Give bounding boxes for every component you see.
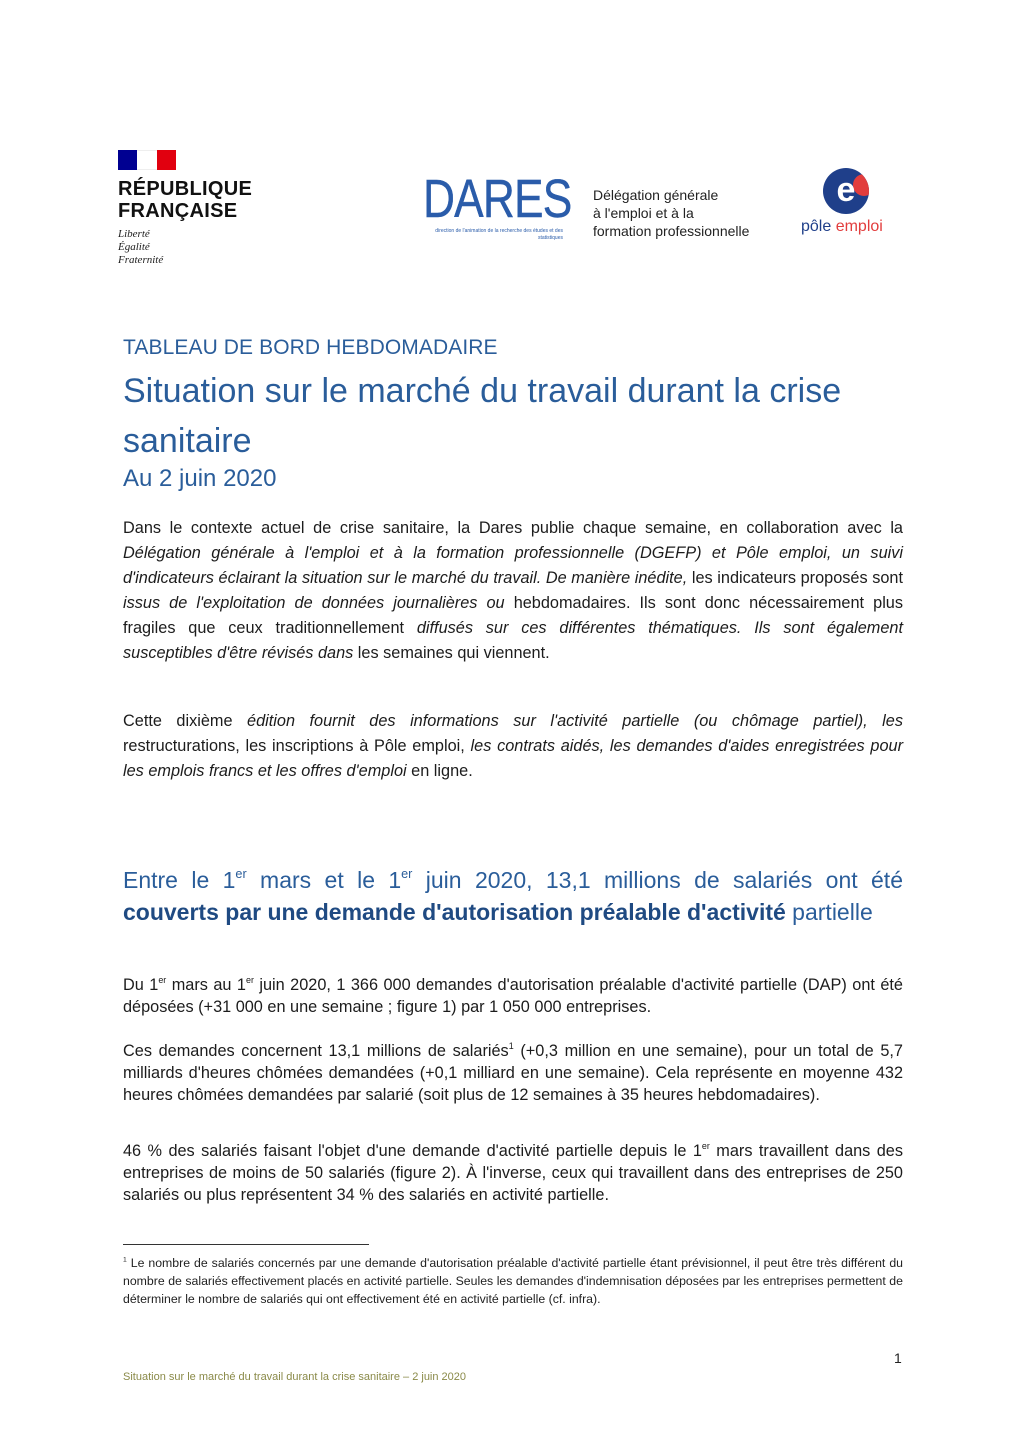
intro2-text-c: restructurations, les inscriptions à Pôle emploi, xyxy=(123,737,471,755)
intro1-text-e: hebdomadaires. Ils sont donc nécessairement plus fragiles que ceux traditionnellement xyxy=(123,594,904,637)
rf-motto-fraternite: Fraternité xyxy=(118,254,164,266)
pole-emploi-icon: e xyxy=(823,168,869,214)
p3-sup: er xyxy=(701,1140,710,1151)
document-kicker: TABLEAU DE BORD HEBDOMADAIRE xyxy=(123,336,498,359)
intro2-text-a: Cette dixième xyxy=(123,712,248,730)
heading-text-bold: couverts par une demande d'autorisation préalable d'activité xyxy=(123,899,786,925)
rf-name-line2: FRANÇAISE xyxy=(118,200,238,222)
rf-name-line1: RÉPUBLIQUE xyxy=(118,178,253,200)
p3-text-a: 46 % des salariés faisant l'objet d'une demande d'activité partielle depuis le 1 xyxy=(123,1142,702,1160)
heading-text-b: mars et le 1 xyxy=(246,867,402,893)
section-heading xyxy=(123,864,903,928)
intro-paragraph-1 xyxy=(123,516,903,666)
dgefp-line1: Délégation générale xyxy=(593,187,719,203)
p1-text-c: juin 2020, 1 366 000 demandes d'autorisation préalable d'activité partielle (DAP) ont été déposées (+31 000 en une semaine ; figure 1) par 1 050 000 entreprises. xyxy=(123,976,903,1016)
intro1-text-a: Dans le contexte actuel de crise sanitaire, la Dares publie chaque semaine, en collaboration avec la xyxy=(123,519,903,537)
p1-sup-2: er xyxy=(245,974,254,985)
page-footer: Situation sur le marché du travail durant la crise sanitaire – 2 juin 2020 xyxy=(123,1371,467,1383)
republique-francaise-logo xyxy=(118,150,288,267)
rf-motto-liberte: Liberté xyxy=(118,228,150,240)
heading-text-a: Entre le 1 xyxy=(123,867,236,893)
dares-wordmark: DARES xyxy=(423,169,572,229)
body-paragraph-2 xyxy=(123,1040,903,1106)
intro-paragraph-2 xyxy=(123,709,903,784)
p3-text-b: mars travaillent dans des entreprises de moins de 50 salariés (figure 2). À l'inverse, ceux qui travaillent dans des entreprises de 250 salariés ou plus représentent 34 % des salariés en activité partielle. xyxy=(123,1142,903,1204)
footnote-text: Le nombre de salariés concernés par une demande d'autorisation préalable d'activité partielle étant prévisionnel, il peut être très différent du nombre de salariés effectivement placés en activité partielle. Seules les demandes d'indemnisation déposées par les entreprises permettent de déterminer le nombre de salariés qui ont effectivement été en activité partielle (cf. infra). xyxy=(123,1256,903,1306)
body-paragraph-3 xyxy=(123,1140,903,1206)
p2-text-b: (+0,3 million en une semaine), pour un total de 5,7 milliards d'heures chômées demandées (+0,1 milliard en une semaine). Cela représente en moyenne 432 heures chômées demandées par salarié (soit plus de 12 semaines à 35 heures hebdomadaires). xyxy=(123,1042,903,1104)
heading-text-d: partielle xyxy=(785,899,873,925)
document-date: Au 2 juin 2020 xyxy=(123,465,277,492)
intro2-text-b: édition fournit des informations sur l'activité partielle (ou chômage partiel), les xyxy=(247,712,903,730)
heading-sup-1: er xyxy=(235,866,247,881)
intro2-text-d: les contrats aidés, les demandes d'aides enregistrées pour les emplois francs et les offres d'emploi xyxy=(123,737,904,780)
heading-text-c: juin 2020, 13,1 millions de salariés ont été xyxy=(412,867,903,893)
dares-subtitle: direction de l'animation de la recherche des études et des statistiques xyxy=(435,228,563,241)
heading-sup-2: er xyxy=(401,866,413,881)
p1-text-a: Du 1 xyxy=(123,976,159,994)
intro1-text-c: les indicateurs proposés sont xyxy=(687,569,903,587)
p1-text-b: mars au 1 xyxy=(166,976,246,994)
pole-emploi-word-pole: pôle xyxy=(801,218,832,235)
pole-emploi-wordmark xyxy=(801,218,901,236)
rf-motto xyxy=(118,228,288,267)
dgefp-line3: formation professionnelle xyxy=(593,223,750,239)
french-flag-icon xyxy=(118,150,176,170)
p2-text-a: Ces demandes concernent 13,1 millions de salariés xyxy=(123,1042,509,1060)
dares-logo xyxy=(423,169,572,242)
body-paragraph-1 xyxy=(123,974,903,1018)
footnote-divider xyxy=(123,1244,369,1245)
intro1-text-g: les semaines qui viennent. xyxy=(353,644,550,662)
pole-emploi-logo xyxy=(801,168,901,236)
rf-motto-egalite: Égalité xyxy=(118,241,150,253)
intro1-text-f: diffusés sur ces différentes thématiques. Ils sont également susceptibles d'être révisés dans xyxy=(123,619,904,662)
p1-sup-1: er xyxy=(158,974,167,985)
intro1-text-b: Délégation générale à l'emploi et à la formation professionnelle (DGEFP) et Pôle emploi, un suivi d'indicateurs éclairant la situation sur le marché du travail. De manière inédite, xyxy=(123,544,903,587)
document-title: Situation sur le marché du travail durant la crise sanitaire xyxy=(123,372,842,460)
pole-emploi-word-emploi: emploi xyxy=(835,218,883,235)
footnote xyxy=(123,1254,903,1308)
page-number: 1 xyxy=(894,1350,902,1366)
footnote-mark: 1 xyxy=(123,1256,127,1264)
intro1-text-d: issus de l'exploitation de données journalières ou xyxy=(123,594,505,612)
dgefp-line2: à l'emploi et à la xyxy=(593,205,694,221)
intro2-text-e: en ligne. xyxy=(406,762,473,780)
dgefp-logo xyxy=(593,186,749,240)
p2-footnote-ref: 1 xyxy=(508,1040,514,1051)
